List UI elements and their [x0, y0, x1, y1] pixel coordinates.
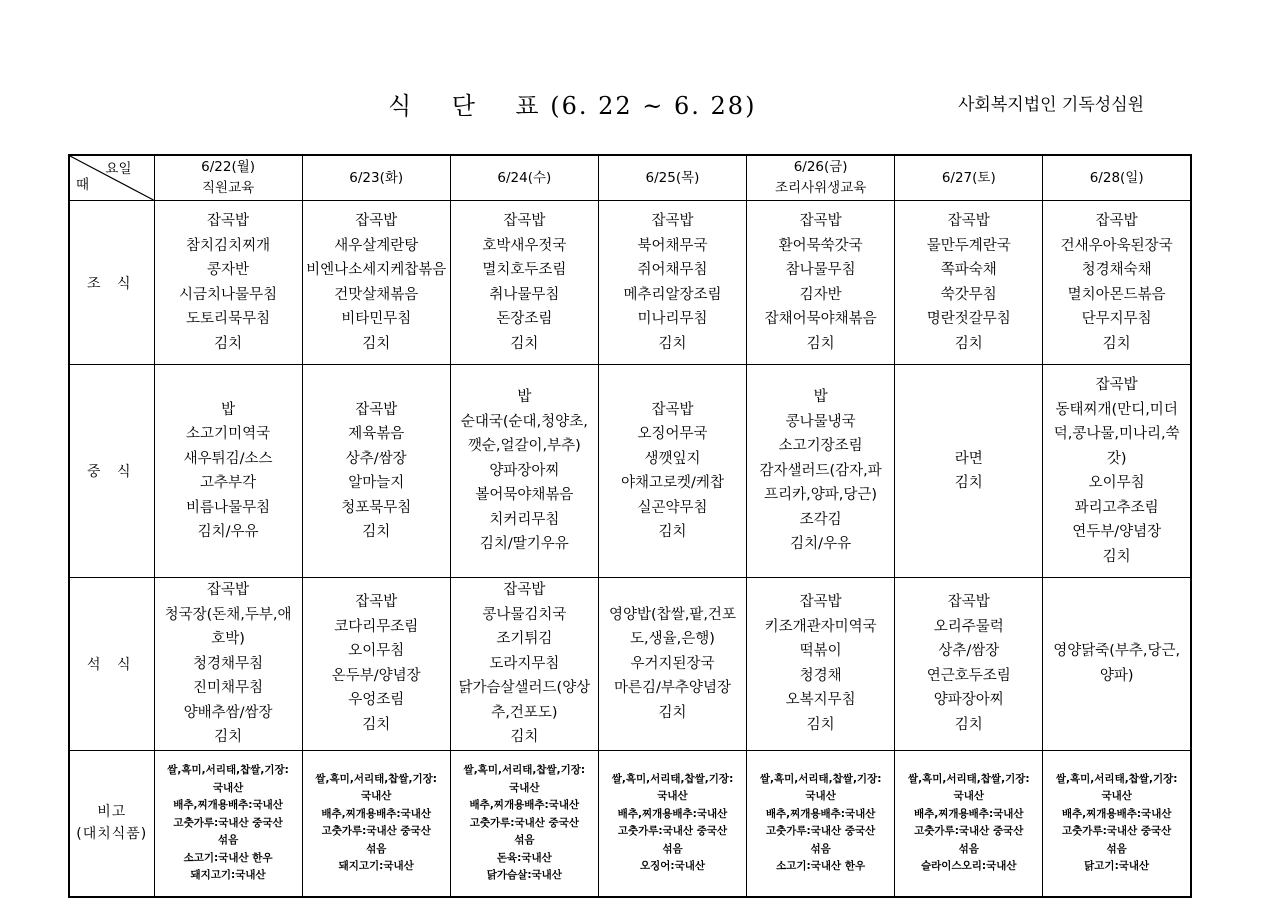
- dinner-row: [69, 578, 1191, 751]
- organization-name: 사회복지법인 기독성심원: [958, 95, 1145, 115]
- menu-cell: 잡곡밥 키조개관자미역국 떡볶이 청경채 오복지무침 김치: [747, 578, 895, 751]
- notes-row: [69, 750, 1191, 897]
- day-header: 6/26(금) 조리사위생교육: [747, 155, 895, 201]
- menu-cell: 밥 순대국(순대,청양초, 깻순,얼갈이,부추) 양파장아찌 볼어묵야채볶음 치커리무침 김치/딸기우유: [450, 365, 598, 578]
- origin-note-cell: 쌀,흑미,서리태,찹쌀,기장: 국내산 배추,찌개용배추:국내산 고춧가루:국내산 중국산 섞음 소고기:국내산 한우 돼지고기:국내산: [154, 750, 302, 897]
- notes-label: 비고 (대치식품): [69, 750, 154, 897]
- day-header: 6/28(일): [1043, 155, 1191, 201]
- origin-note-cell: 쌀,흑미,서리태,찹쌀,기장: 국내산 배추,찌개용배추:국내산 고춧가루:국내산 중국산 섞음 소고기:국내산 한우: [747, 750, 895, 897]
- breakfast-row: [69, 201, 1191, 365]
- menu-cell: 밥 소고기미역국 새우튀김/소스 고추부각 비름나물무침 김치/우유: [154, 365, 302, 578]
- menu-cell: 잡곡밥 호박새우젓국 멸치호두조림 취나물무침 돈장조림 김치: [450, 201, 598, 365]
- menu-cell: 영양밥(찹쌀,팥,건포 도,생율,은행) 우거지된장국 마른김/부추양념장 김치: [598, 578, 746, 751]
- corner-day-label: 요일: [105, 161, 132, 177]
- menu-cell: 잡곡밥 청국장(돈채,두부,애 호박) 청경채무침 진미채무침 양배추쌈/쌈장 김치: [154, 578, 302, 751]
- meal-label-breakfast: 조 식: [69, 201, 154, 365]
- menu-cell: 잡곡밥 코다리무조림 오이무침 온두부/양념장 우엉조림 김치: [302, 578, 450, 751]
- origin-note-cell: 쌀,흑미,서리태,찹쌀,기장: 국내산 배추,찌개용배추:국내산 고춧가루:국내산 중국산 섞음 슬라이스오리:국내산: [895, 750, 1043, 897]
- day-header: 6/25(목): [598, 155, 746, 201]
- menu-cell: 잡곡밥 물만두계란국 쪽파숙채 쑥갓무침 명란젓갈무침 김치: [895, 201, 1043, 365]
- meal-label-dinner: 석 식: [69, 578, 154, 751]
- menu-cell: 잡곡밥 오리주물럭 상추/쌈장 연근호두조림 양파장아찌 김치: [895, 578, 1043, 751]
- menu-cell: 밥 콩나물냉국 소고기장조림 감자샐러드(감자,파 프리카,양파,당근) 조각김 김치/우유: [747, 365, 895, 578]
- menu-cell: 잡곡밥 제육볶음 상추/쌈장 알마늘지 청포묵무침 김치: [302, 365, 450, 578]
- menu-cell: 잡곡밥 환어묵쑥갓국 참나물무침 김자반 잡채어묵야채볶음 김치: [747, 201, 895, 365]
- meal-plan-table: [68, 154, 1192, 898]
- menu-cell: 잡곡밥 오징어무국 생깻잎지 야채고로켓/케찹 실곤약무침 김치: [598, 365, 746, 578]
- origin-note-cell: 쌀,흑미,서리태,찹쌀,기장: 국내산 배추,찌개용배추:국내산 고춧가루:국내산 중국산 섞음 닭고기:국내산: [1043, 750, 1191, 897]
- day-header: 6/22(월) 직원교육: [154, 155, 302, 201]
- day-header: 6/24(수): [450, 155, 598, 201]
- origin-note-cell: 쌀,흑미,서리태,찹쌀,기장: 국내산 배추,찌개용배추:국내산 고춧가루:국내산 중국산 섞음 오징어:국내산: [598, 750, 746, 897]
- page-title: 식 단 표 (6. 22 ~ 6. 28): [388, 92, 757, 120]
- day-header: 6/23(화): [302, 155, 450, 201]
- menu-cell: 잡곡밥 북어채무국 쥐어채무침 메추리알장조림 미나리무침 김치: [598, 201, 746, 365]
- menu-cell: 잡곡밥 동태찌개(만디,미더 덕,콩나물,미나리,쑥 갓) 오이무침 꽈리고추조림 연두부/양념장 김치: [1043, 365, 1191, 578]
- origin-note-cell: 쌀,흑미,서리태,찹쌀,기장: 국내산 배추,찌개용배추:국내산 고춧가루:국내산 중국산 섞음 돈육:국내산 닭가슴살:국내산: [450, 750, 598, 897]
- header-corner-cell: [69, 155, 154, 201]
- menu-cell: 라면 김치: [895, 365, 1043, 578]
- menu-cell: 잡곡밥 참치김치찌개 콩자반 시금치나물무침 도토리묵무침 김치: [154, 201, 302, 365]
- lunch-row: [69, 365, 1191, 578]
- menu-cell: 잡곡밥 콩나물김치국 조기튀김 도라지무침 닭가슴살샐러드(양상 추,건포도) 김치: [450, 578, 598, 751]
- meal-label-lunch: 중 식: [69, 365, 154, 578]
- day-header: 6/27(토): [895, 155, 1043, 201]
- menu-cell: 영양닭죽(부추,당근, 양파): [1043, 578, 1191, 751]
- menu-cell: 잡곡밥 건새우아욱된장국 청경채숙채 멸치아몬드볶음 단무지무침 김치: [1043, 201, 1191, 365]
- header-row: [69, 155, 1191, 201]
- menu-cell: 잡곡밥 새우살계란탕 비엔나소세지케찹볶음 건맛살채볶음 비타민무침 김치: [302, 201, 450, 365]
- corner-meal-label: 때: [76, 177, 90, 193]
- origin-note-cell: 쌀,흑미,서리태,찹쌀,기장: 국내산 배추,찌개용배추:국내산 고춧가루:국내산 중국산 섞음 돼지고기:국내산: [302, 750, 450, 897]
